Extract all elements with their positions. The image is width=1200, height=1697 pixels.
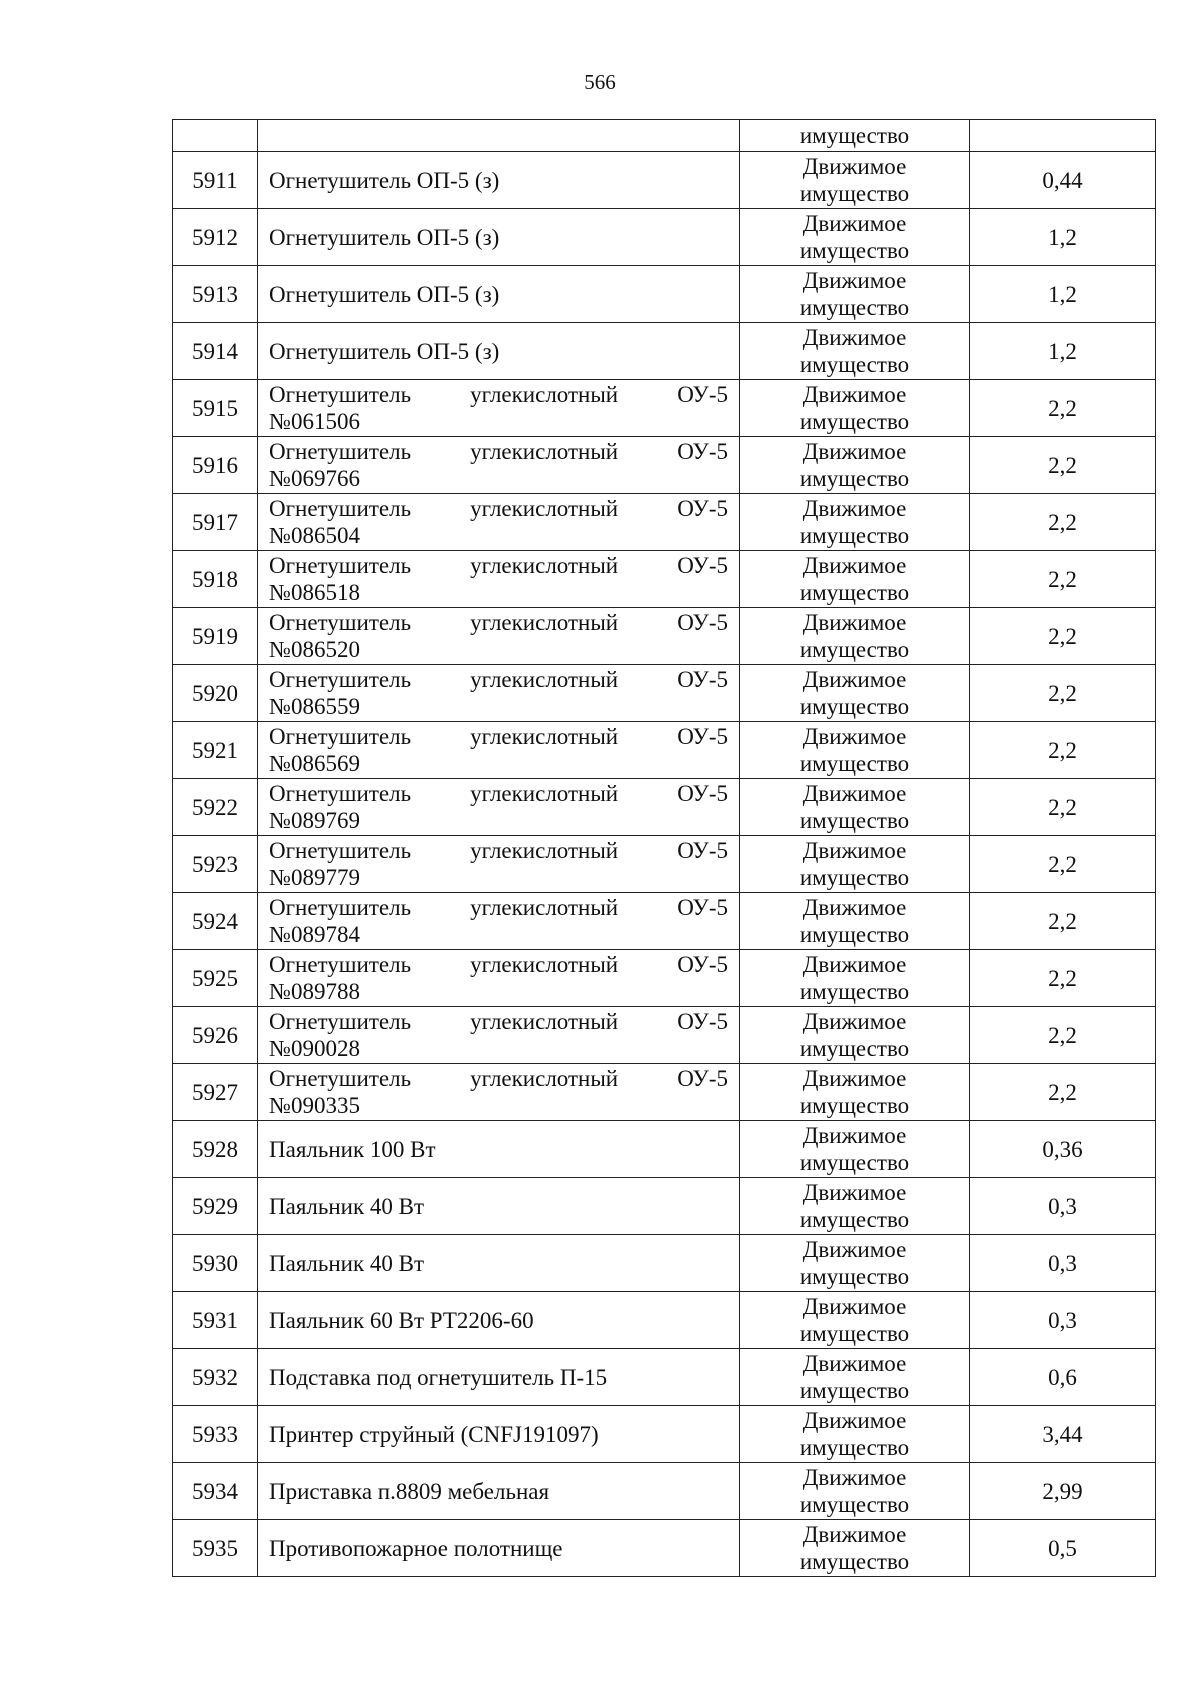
row-name-cell [258, 1235, 740, 1292]
row-type-line2: имущество [799, 808, 910, 833]
row-name-cell [258, 950, 740, 1007]
row-type-cell [740, 665, 970, 722]
row-number-cell: 5933 [173, 1406, 258, 1463]
row-name-cell [258, 437, 740, 494]
row-value-cell: 2,2 [970, 437, 1156, 494]
row-type-line1: Движимое [802, 1408, 907, 1433]
row-number-cell: 5911 [173, 152, 258, 209]
row-name-line1 [269, 381, 728, 408]
row-type-cell [740, 209, 970, 266]
row-type-cell [740, 1178, 970, 1235]
row-type-cell [740, 1406, 970, 1463]
row-number-cell: 5917 [173, 494, 258, 551]
table-row [173, 1292, 1156, 1349]
row-type-cell [740, 437, 970, 494]
row-type-line1: Движимое [802, 1123, 907, 1148]
row-name-line2: №061506 [269, 409, 360, 434]
row-name-line2: №086520 [269, 637, 360, 662]
row-value-cell: 2,2 [970, 380, 1156, 437]
inventory-table [172, 119, 1156, 1577]
row-name-word: углекислотный [470, 382, 619, 407]
row-number-cell: 5914 [173, 323, 258, 380]
row-name: Паяльник 40 Вт [269, 1193, 425, 1219]
row-name-line1 [269, 495, 728, 522]
row-type-line2: имущество [799, 123, 910, 148]
row-name-line1 [269, 780, 728, 807]
row-type-line2: имущество [799, 922, 910, 947]
row-type-line2: имущество [799, 1150, 910, 1175]
row-type-line1: Движимое [802, 268, 907, 293]
row-value-cell: 0,3 [970, 1292, 1156, 1349]
row-name-word: Огнетушитель [269, 553, 412, 578]
row-type-line1: Движимое [802, 382, 907, 407]
row-name-cell [258, 1463, 740, 1520]
row-number-cell: 5929 [173, 1178, 258, 1235]
table-row [173, 1178, 1156, 1235]
row-name-word: углекислотный [470, 610, 619, 635]
row-type-cell [740, 551, 970, 608]
row-name-word: Огнетушитель [269, 667, 412, 692]
table-row [173, 380, 1156, 437]
row-type-line1: Движимое [802, 895, 907, 920]
row-type-line2: имущество [799, 1264, 910, 1289]
table-row [173, 266, 1156, 323]
row-number-cell: 5928 [173, 1121, 258, 1178]
table-row [173, 665, 1156, 722]
row-name-line1 [269, 723, 728, 750]
table-row [173, 608, 1156, 665]
row-number-cell: 5925 [173, 950, 258, 1007]
row-name-line1 [269, 837, 728, 864]
row-type-line1: Движимое [802, 553, 907, 578]
row-type-line1: Движимое [802, 1465, 907, 1490]
row-name: Противопожарное полотнище [269, 1535, 563, 1561]
row-name-word: ОУ-5 [677, 1009, 728, 1034]
row-value-cell: 1,2 [970, 323, 1156, 380]
row-value-cell: 0,6 [970, 1349, 1156, 1406]
row-type-cell [740, 893, 970, 950]
row-type-line1: Движимое [802, 1237, 907, 1262]
table-row [173, 1520, 1156, 1577]
row-type-cell [740, 950, 970, 1007]
row-name-line1 [269, 1065, 728, 1092]
row-value-cell: 0,3 [970, 1235, 1156, 1292]
row-number-cell: 5922 [173, 779, 258, 836]
row-type-line1: Движимое [802, 610, 907, 635]
row-name-cell [258, 665, 740, 722]
row-type-line2: имущество [799, 694, 910, 719]
row-type-line2: имущество [799, 352, 910, 377]
table-row [173, 323, 1156, 380]
row-value-cell: 2,2 [970, 779, 1156, 836]
table-row [173, 1121, 1156, 1178]
table-row [173, 1463, 1156, 1520]
row-name-line1 [269, 609, 728, 636]
row-type-cell [740, 494, 970, 551]
row-number-cell [173, 120, 258, 152]
row-name-cell [258, 893, 740, 950]
table-row [173, 1349, 1156, 1406]
row-name-word: углекислотный [470, 496, 619, 521]
row-number-cell: 5913 [173, 266, 258, 323]
row-name-word: Огнетушитель [269, 1066, 412, 1091]
row-number-cell: 5931 [173, 1292, 258, 1349]
row-type-cell [740, 380, 970, 437]
row-type-line1: Движимое [802, 667, 907, 692]
row-type-line1: Движимое [802, 781, 907, 806]
row-type-cell [740, 1520, 970, 1577]
row-type-line1: Движимое [802, 838, 907, 863]
row-name-cell [258, 779, 740, 836]
row-name-line2: №089784 [269, 922, 360, 947]
row-type-line1: Движимое [802, 496, 907, 521]
row-name-word: Огнетушитель [269, 781, 412, 806]
row-number-cell: 5927 [173, 1064, 258, 1121]
row-name-cell [258, 608, 740, 665]
row-name-cell [258, 722, 740, 779]
row-value-cell: 3,44 [970, 1406, 1156, 1463]
table-row [173, 551, 1156, 608]
row-type-line1: Движимое [802, 724, 907, 749]
row-name-word: Огнетушитель [269, 724, 412, 749]
row-name-word: углекислотный [470, 838, 619, 863]
row-name: Огнетушитель ОП-5 (з) [269, 281, 500, 307]
row-name-cell [258, 1007, 740, 1064]
row-name-word: Огнетушитель [269, 439, 412, 464]
row-type-line2: имущество [799, 523, 910, 548]
row-name: Подставка под огнетушитель П-15 [269, 1364, 608, 1390]
row-name-cell [258, 380, 740, 437]
row-type-cell [740, 1292, 970, 1349]
row-name-line2: №086559 [269, 694, 360, 719]
row-value-cell: 2,2 [970, 665, 1156, 722]
row-type-cell [740, 1121, 970, 1178]
row-type-line1: Движимое [802, 1351, 907, 1376]
table-row [173, 1064, 1156, 1121]
row-name-word: углекислотный [470, 781, 619, 806]
row-name-line2: №086569 [269, 751, 360, 776]
row-name-cell [258, 1064, 740, 1121]
row-type-line2: имущество [799, 466, 910, 491]
row-type-line2: имущество [799, 409, 910, 434]
row-name-word: ОУ-5 [677, 895, 728, 920]
row-type-cell [740, 266, 970, 323]
table-row [173, 1007, 1156, 1064]
table-row [173, 494, 1156, 551]
row-name-cell [258, 209, 740, 266]
table-row [173, 1235, 1156, 1292]
row-name: Приставка п.8809 мебельная [269, 1478, 550, 1504]
row-type-line1: Движимое [802, 1066, 907, 1091]
row-name-word: ОУ-5 [677, 781, 728, 806]
row-type-line2: имущество [799, 1207, 910, 1232]
row-type-cell [740, 722, 970, 779]
row-name-line1 [269, 438, 728, 465]
row-value-cell: 1,2 [970, 209, 1156, 266]
row-name-word: углекислотный [470, 895, 619, 920]
row-name-word: ОУ-5 [677, 667, 728, 692]
row-number-cell: 5924 [173, 893, 258, 950]
row-name-word: углекислотный [470, 952, 619, 977]
row-value-cell: 0,36 [970, 1121, 1156, 1178]
row-type-line2: имущество [799, 1549, 910, 1574]
row-value-cell: 0,3 [970, 1178, 1156, 1235]
row-name-cell [258, 152, 740, 209]
row-type-line2: имущество [799, 295, 910, 320]
row-name-word: ОУ-5 [677, 382, 728, 407]
row-name: Огнетушитель ОП-5 (з) [269, 224, 500, 250]
row-type-line1: Движимое [802, 325, 907, 350]
row-type-line2: имущество [799, 181, 910, 206]
row-name: Огнетушитель ОП-5 (з) [269, 167, 500, 193]
row-type-cell [740, 608, 970, 665]
row-name-word: Огнетушитель [269, 610, 412, 635]
row-type-line2: имущество [799, 1378, 910, 1403]
row-type-line2: имущество [799, 238, 910, 263]
row-name-word: углекислотный [470, 1009, 619, 1034]
row-name-word: углекислотный [470, 724, 619, 749]
row-name-cell [258, 120, 740, 152]
row-type-line1: Движимое [802, 952, 907, 977]
row-value-cell: 2,2 [970, 494, 1156, 551]
row-type-line2: имущество [799, 979, 910, 1004]
row-number-cell: 5935 [173, 1520, 258, 1577]
row-name-word: ОУ-5 [677, 724, 728, 749]
row-type-line1: Движимое [802, 1009, 907, 1034]
row-type-line1: Движимое [802, 1180, 907, 1205]
row-type-line2: имущество [799, 1036, 910, 1061]
row-name-line1 [269, 552, 728, 579]
row-type-line1: Движимое [802, 154, 907, 179]
row-type-line1: Движимое [802, 211, 907, 236]
row-name-word: Огнетушитель [269, 382, 412, 407]
row-value-cell: 2,2 [970, 722, 1156, 779]
row-name-line1 [269, 1008, 728, 1035]
row-number-cell: 5915 [173, 380, 258, 437]
row-number-cell: 5918 [173, 551, 258, 608]
row-name-word: ОУ-5 [677, 1066, 728, 1091]
row-name-line2: №089769 [269, 808, 360, 833]
row-type-line2: имущество [799, 751, 910, 776]
row-value-cell: 2,2 [970, 1007, 1156, 1064]
row-value-cell: 2,2 [970, 893, 1156, 950]
row-type-line2: имущество [799, 580, 910, 605]
table-row [173, 1406, 1156, 1463]
row-name-cell [258, 551, 740, 608]
row-name-cell [258, 1121, 740, 1178]
row-type-line1: Движимое [802, 1522, 907, 1547]
row-name-word: углекислотный [470, 553, 619, 578]
row-name-cell [258, 836, 740, 893]
table-row [173, 437, 1156, 494]
row-name-word: Огнетушитель [269, 1009, 412, 1034]
row-name-word: ОУ-5 [677, 610, 728, 635]
row-name-word: ОУ-5 [677, 952, 728, 977]
row-number-cell: 5932 [173, 1349, 258, 1406]
row-name-word: ОУ-5 [677, 838, 728, 863]
row-name: Принтер струйный (CNFJ191097) [269, 1421, 599, 1447]
row-name-cell [258, 1292, 740, 1349]
row-type-line1: Движимое [802, 1294, 907, 1319]
row-name: Паяльник 40 Вт [269, 1250, 425, 1276]
row-number-cell: 5920 [173, 665, 258, 722]
row-value-cell: 2,99 [970, 1463, 1156, 1520]
row-name-word: Огнетушитель [269, 496, 412, 521]
row-name-cell [258, 1520, 740, 1577]
row-name-line2: №089779 [269, 865, 360, 890]
row-type-cell [740, 1007, 970, 1064]
table-row [173, 209, 1156, 266]
row-name-line1 [269, 666, 728, 693]
row-type-line1: Движимое [802, 439, 907, 464]
table-row [173, 950, 1156, 1007]
row-type-cell [740, 1235, 970, 1292]
row-value-cell [970, 120, 1156, 152]
row-name-word: ОУ-5 [677, 439, 728, 464]
row-name-line2: №090028 [269, 1036, 360, 1061]
row-name-word: ОУ-5 [677, 553, 728, 578]
row-name: Огнетушитель ОП-5 (з) [269, 338, 500, 364]
row-name-word: Огнетушитель [269, 895, 412, 920]
row-number-cell: 5934 [173, 1463, 258, 1520]
row-name-line2: №089788 [269, 979, 360, 1004]
row-name-line2: №086504 [269, 523, 360, 548]
row-name: Паяльник 60 Вт РТ2206-60 [269, 1307, 534, 1333]
row-name-line2: №069766 [269, 466, 360, 491]
row-number-cell: 5926 [173, 1007, 258, 1064]
row-type-cell [740, 836, 970, 893]
row-name: Паяльник 100 Вт [269, 1136, 436, 1162]
row-name-word: углекислотный [470, 439, 619, 464]
row-type-line2: имущество [799, 865, 910, 890]
row-name-word: ОУ-5 [677, 496, 728, 521]
table-row [173, 836, 1156, 893]
table-row [173, 779, 1156, 836]
row-name-line1 [269, 951, 728, 978]
row-number-cell: 5912 [173, 209, 258, 266]
table-row [173, 722, 1156, 779]
row-type-cell [740, 779, 970, 836]
row-type-line2: имущество [799, 637, 910, 662]
row-name-word: Огнетушитель [269, 952, 412, 977]
row-number-cell: 5919 [173, 608, 258, 665]
row-type-line2: имущество [799, 1093, 910, 1118]
row-name-cell [258, 1178, 740, 1235]
row-number-cell: 5921 [173, 722, 258, 779]
row-value-cell: 2,2 [970, 836, 1156, 893]
row-name-cell [258, 1349, 740, 1406]
row-value-cell: 1,2 [970, 266, 1156, 323]
row-type-line2: имущество [799, 1321, 910, 1346]
row-name-line1 [269, 894, 728, 921]
row-value-cell: 2,2 [970, 950, 1156, 1007]
table-body [173, 120, 1156, 1577]
row-name-line2: №086518 [269, 580, 360, 605]
row-number-cell: 5916 [173, 437, 258, 494]
table-row [173, 152, 1156, 209]
page-number: 566 [584, 70, 616, 94]
row-number-cell: 5923 [173, 836, 258, 893]
row-name-cell [258, 494, 740, 551]
row-name-cell [258, 1406, 740, 1463]
row-type-cell [740, 152, 970, 209]
row-value-cell: 0,5 [970, 1520, 1156, 1577]
row-value-cell: 0,44 [970, 152, 1156, 209]
row-type-cell [740, 1463, 970, 1520]
table-row [173, 893, 1156, 950]
table-row-continued [173, 120, 1156, 152]
row-type-cell [740, 1349, 970, 1406]
row-name-word: углекислотный [470, 667, 619, 692]
row-name-cell [258, 266, 740, 323]
row-name-word: углекислотный [470, 1066, 619, 1091]
row-value-cell: 2,2 [970, 1064, 1156, 1121]
row-type-cell [740, 120, 970, 152]
row-type-line2: имущество [799, 1435, 910, 1460]
row-name-cell [258, 323, 740, 380]
row-number-cell: 5930 [173, 1235, 258, 1292]
row-type-cell [740, 323, 970, 380]
row-name-line2: №090335 [269, 1093, 360, 1118]
row-value-cell: 2,2 [970, 608, 1156, 665]
row-type-cell [740, 1064, 970, 1121]
row-type-line2: имущество [799, 1492, 910, 1517]
row-value-cell: 2,2 [970, 551, 1156, 608]
row-name-word: Огнетушитель [269, 838, 412, 863]
